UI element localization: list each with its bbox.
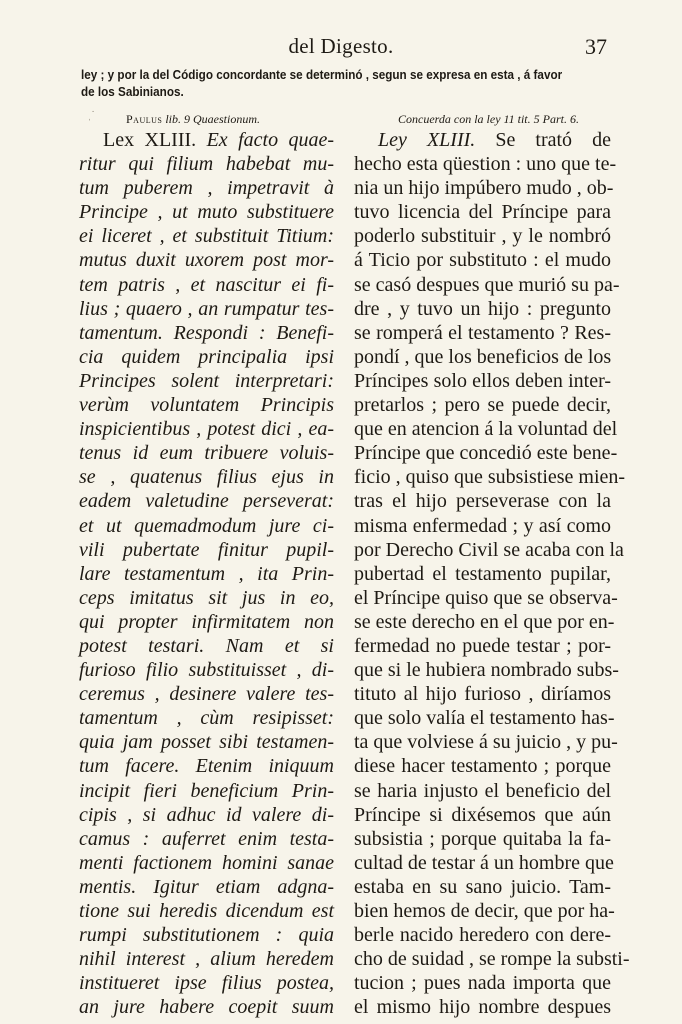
spanish-first-line-text: Se trató de <box>495 129 612 151</box>
latin-text-line: lius ; quaero , an rumpatur tes- <box>79 297 334 320</box>
spanish-text-line: por Derecho Civil se acaba con la <box>354 538 624 561</box>
latin-text-line: inspicientibus , potest dici , ea- <box>79 418 334 441</box>
latin-text-line: nihil interest , alium heredem <box>79 948 334 971</box>
carryover-paragraph <box>81 66 567 100</box>
spanish-text-line: nia un hijo impúbero mudo , ob- <box>354 177 614 200</box>
spanish-text-line: berle nacido heredero con dere- <box>354 924 611 947</box>
latin-text-line: rumpi substitutionem : quia <box>79 924 334 947</box>
spanish-text-line: dre , y tuvo un hijo : pregunto <box>354 297 611 320</box>
latin-text-line: Principe , ut muto substituere <box>79 201 334 224</box>
concordance-citation: Concuerda con la ley 11 tit. 5 Part. 6. <box>398 112 579 126</box>
carryover-line: de los Sabinianos. <box>81 84 184 99</box>
spanish-text-line: que si le hubiera nombrado subs- <box>354 659 619 682</box>
latin-text-line: tenus id eum tribuere voluis- <box>79 442 334 465</box>
latin-text-line: ceps imitatus sit jus in eo, <box>79 586 334 609</box>
spanish-text-line: el Príncipe quiso que se observa- <box>354 586 618 609</box>
spanish-text-line: el mismo hijo nombre despues <box>354 996 611 1019</box>
latin-text-line: tum facere. Etenim iniquum <box>79 755 334 778</box>
latin-text-line: institueret ipse filius postea, <box>79 972 334 995</box>
spanish-text-line: cho de suidad , se rompe la substi- <box>354 948 630 971</box>
spanish-text-line: ta que volviese á su juicio , y pu- <box>354 731 618 754</box>
carryover-line: ley ; y por la del Código concordante se determinó , segun se expresa en esta , á favor <box>81 67 563 82</box>
latin-text-line: ritur qui filium habebat mu- <box>79 153 334 176</box>
spanish-text-line: ficio , quiso que subsistiese mien- <box>354 466 626 489</box>
latin-first-line <box>79 128 334 152</box>
spanish-text-line: á Ticio por substituto : el mudo <box>354 249 611 272</box>
latin-text-line: tamentum. Respondi : Benefi- <box>79 321 334 344</box>
spanish-text-line: hecho esta qüestion : uno que te- <box>354 153 617 176</box>
latin-law-heading: Lex XLIII. <box>103 129 197 151</box>
latin-text-line: mutus duxit uxorem post mor- <box>79 249 334 272</box>
source-author: Paulus <box>126 112 163 126</box>
spanish-column <box>354 128 630 1019</box>
latin-text-line: lare testamentum , ita Prin- <box>79 562 334 585</box>
spanish-text-line: tituto al hijo furioso , diríamos <box>354 683 611 706</box>
spanish-text-line: pubertad el testamento pupilar, <box>354 562 611 585</box>
spanish-text-line: bien hemos de decir, que por ha- <box>354 900 615 922</box>
spanish-text-line: tuvo licencia del Príncipe para <box>354 201 611 224</box>
latin-text-line: ceremus , desinere valere tes- <box>79 683 334 706</box>
latin-text-line: mentis. Igitur etiam adgna- <box>79 875 334 898</box>
spanish-law-heading: Ley XLIII. <box>378 129 476 151</box>
latin-text-line: eadem valetudine perseverat: <box>79 490 334 513</box>
latin-text-line: cia quidem principalia ipsi <box>79 345 334 368</box>
latin-text-line: tem patris , et nascitur ei fi- <box>79 273 334 296</box>
latin-text-line: cipis , si adhuc id valere di- <box>79 803 334 826</box>
spanish-text-line: tucion ; pues nada importa que <box>354 972 611 995</box>
latin-text-line: incipit fieri beneficium Prin- <box>79 779 334 802</box>
page-number: 37 <box>585 34 607 59</box>
running-title: del Digesto. <box>288 34 394 58</box>
spanish-text-line: subsistia ; porque quitaba la fa- <box>354 827 611 850</box>
spanish-text-line: se este derecho en el que por en- <box>354 610 615 633</box>
latin-first-line-text: Ex facto quae- <box>206 129 335 151</box>
latin-text-line: menti factionem homini sanae <box>79 851 334 874</box>
latin-text-line: vili pubertate finitur pupil- <box>79 538 334 561</box>
latin-text-line: potest testari. Nam et si <box>79 634 334 657</box>
latin-text-line: quia jam posset sibi testamen- <box>79 731 334 754</box>
latin-text-line: tum puberem , impetravit à <box>79 177 334 200</box>
latin-text-line: qui propter infirmitatem non <box>79 610 334 633</box>
latin-text-line: furioso filio substituisset , di- <box>79 659 334 682</box>
spanish-text-line: se romperá el testamento ? Res- <box>354 321 611 344</box>
spanish-text-line: cultad de testar á un hombre que <box>354 851 614 874</box>
spanish-text-line: que en atencion á la voluntad del <box>354 418 618 441</box>
margin-mark: ˌ˙ <box>88 110 95 121</box>
spanish-text-line: estaba en su sano juicio. Tam- <box>354 875 611 898</box>
spanish-text-line: diese hacer testamento ; porque <box>354 755 611 778</box>
spanish-text-line: Príncipes solo ellos deben inter- <box>354 369 611 392</box>
latin-text-line: et ut quemadmodum jure ci- <box>79 514 334 537</box>
spanish-text-line: se haria injusto el beneficio del <box>354 779 611 802</box>
latin-text-line: tione sui heredis dicendum est <box>79 900 334 922</box>
spanish-text-line: Príncipe si dixésemos que aún <box>354 803 611 826</box>
spanish-text-line: que solo valía el testamento has- <box>354 707 615 730</box>
source-reference: lib. 9 Quaestionum. <box>165 112 261 126</box>
latin-text-line: tamentum , cùm resipisset: <box>79 707 334 730</box>
spanish-text-line: poderlo substituir , y le nombró <box>354 225 611 248</box>
spanish-text-line: pretarlos ; pero se puede decir, <box>354 394 611 417</box>
spanish-text-line: Príncipe que concedió este bene- <box>354 442 618 465</box>
latin-text-line: se , quatenus filius ejus in <box>79 466 334 489</box>
latin-text-line: verùm voluntatem Principis <box>79 394 334 417</box>
spanish-text-line: tras el hijo perseverase con la <box>354 490 611 513</box>
spanish-first-line <box>354 128 611 152</box>
spanish-text-line: misma enfermedad ; y así como <box>354 514 611 537</box>
latin-text-line: ei liceret , et substituit Titium: <box>79 225 334 248</box>
spanish-text-line: fermedad no puede testar ; por- <box>354 634 611 657</box>
latin-text-line: Principes solent interpretari: <box>79 369 334 392</box>
spanish-text-line: se casó despues que murió su pa- <box>354 273 620 296</box>
latin-text-line: camus : auferret enim testa- <box>79 827 334 850</box>
latin-text-line: an jure habere coepit suum <box>79 996 334 1019</box>
spanish-text-line: pondí , que los beneficios de los <box>354 345 612 368</box>
latin-source-citation <box>126 112 260 127</box>
latin-column <box>79 128 334 1019</box>
